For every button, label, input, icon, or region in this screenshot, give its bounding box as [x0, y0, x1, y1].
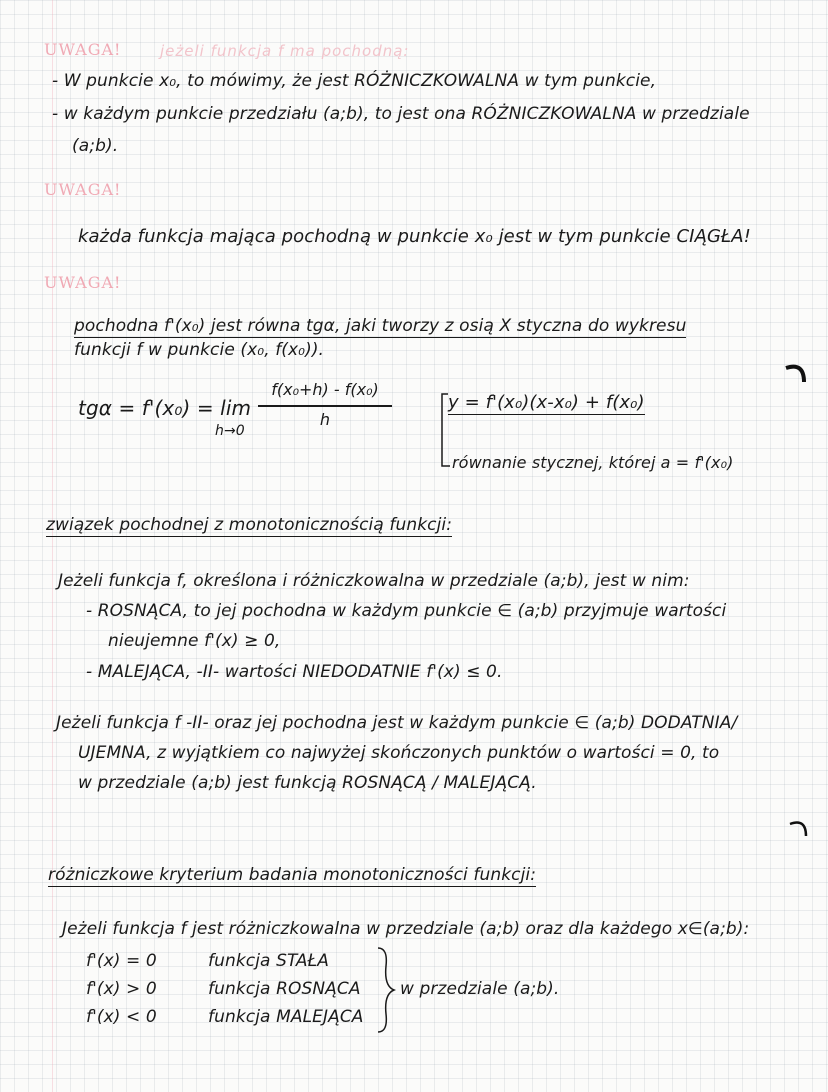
- s5-cond-3: f'(x) < 0: [86, 1007, 157, 1027]
- faint-header-1: UWAGA!: [44, 40, 122, 59]
- margin-arc-2: [786, 816, 816, 846]
- s4-item1a: - ROSNĄCA, to jej pochodna w każdym punkcie ∈ (a;b) przyjmuje wartości: [86, 601, 727, 621]
- s4-intro: Jeżeli funkcja f, określona i różniczkowalna w przedziale (a;b), jest w nim:: [58, 571, 690, 591]
- s5-result-2: funkcja ROSNĄCA: [208, 979, 361, 999]
- s4-para2-line1: Jeżeli funkcja f -II- oraz jej pochodna jest w każdym punkcie ∈ (a;b) DODATNIA/: [56, 713, 738, 733]
- s3-frac-line: [258, 405, 392, 407]
- faint-header-3: UWAGA!: [44, 273, 122, 292]
- page-margin-line: [52, 0, 53, 1092]
- s3-frac-num: f(x₀+h) - f(x₀): [271, 380, 379, 399]
- s5-result-3: funkcja MALEJĄCA: [208, 1007, 364, 1027]
- s4-para2-line3: w przedziale (a;b) jest funkcją ROSNĄCĄ / MALEJĄCĄ.: [78, 773, 537, 793]
- margin-arc-1: [782, 360, 812, 390]
- s3-formula-left: tgα = f'(x₀) = lim: [78, 396, 252, 420]
- s5-heading: różniczkowe kryterium badania monotoniczności funkcji:: [48, 865, 537, 885]
- s3-tangent-eq: y = f'(x₀)(x-x₀) + f(x₀): [448, 392, 645, 413]
- s3-line1: pochodna f'(x₀) jest równa tgα, jaki tworzy z osią X styczna do wykresu: [74, 316, 687, 336]
- faint-header-2: UWAGA!: [44, 180, 122, 199]
- s3-frac-den: h: [319, 410, 331, 429]
- faint-header-top: jeżeli funkcja f ma pochodną:: [160, 42, 410, 60]
- s1-line1: - W punkcie x₀, to mówimy, że jest RÓŻNICZKOWALNA w tym punkcie,: [52, 71, 657, 91]
- s5-intro: Jeżeli funkcja f jest różniczkowalna w przedziale (a;b) oraz dla każdego x∈(a;b):: [62, 919, 750, 939]
- s5-cond-2: f'(x) > 0: [86, 979, 157, 999]
- s2-text: każda funkcja mająca pochodną w punkcie x₀ jest w tym punkcie CIĄGŁA!: [78, 226, 751, 247]
- s3-tangent-note: równanie stycznej, której a = f'(x₀): [452, 453, 734, 472]
- s5-range-note: w przedziale (a;b).: [400, 979, 560, 999]
- tangent-bracket: [438, 392, 452, 472]
- s1-line3: (a;b).: [72, 136, 119, 156]
- s5-cond-1: f'(x) = 0: [86, 951, 157, 971]
- s1-line2: - w każdym punkcie przedziału (a;b), to jest ona RÓŻNICZKOWALNA w przedziale: [52, 104, 750, 124]
- s4-item2: - MALEJĄCA, -II- wartości NIEDODATNIE f'(x) ≤ 0.: [86, 662, 503, 682]
- s3-limit-sub: h→0: [215, 423, 245, 439]
- s4-para2-line2: UJEMNA, z wyjątkiem co najwyżej skończonych punktów o wartości = 0, to: [78, 743, 720, 763]
- s3-line2: funkcji f w punkcie (x₀, f(x₀)).: [74, 340, 325, 360]
- s5-brace: [374, 946, 398, 1034]
- s5-result-1: funkcja STAŁA: [208, 951, 329, 971]
- s4-heading: związek pochodnej z monotonicznością funkcji:: [46, 515, 453, 535]
- s4-item1b: nieujemne f'(x) ≥ 0,: [108, 631, 281, 651]
